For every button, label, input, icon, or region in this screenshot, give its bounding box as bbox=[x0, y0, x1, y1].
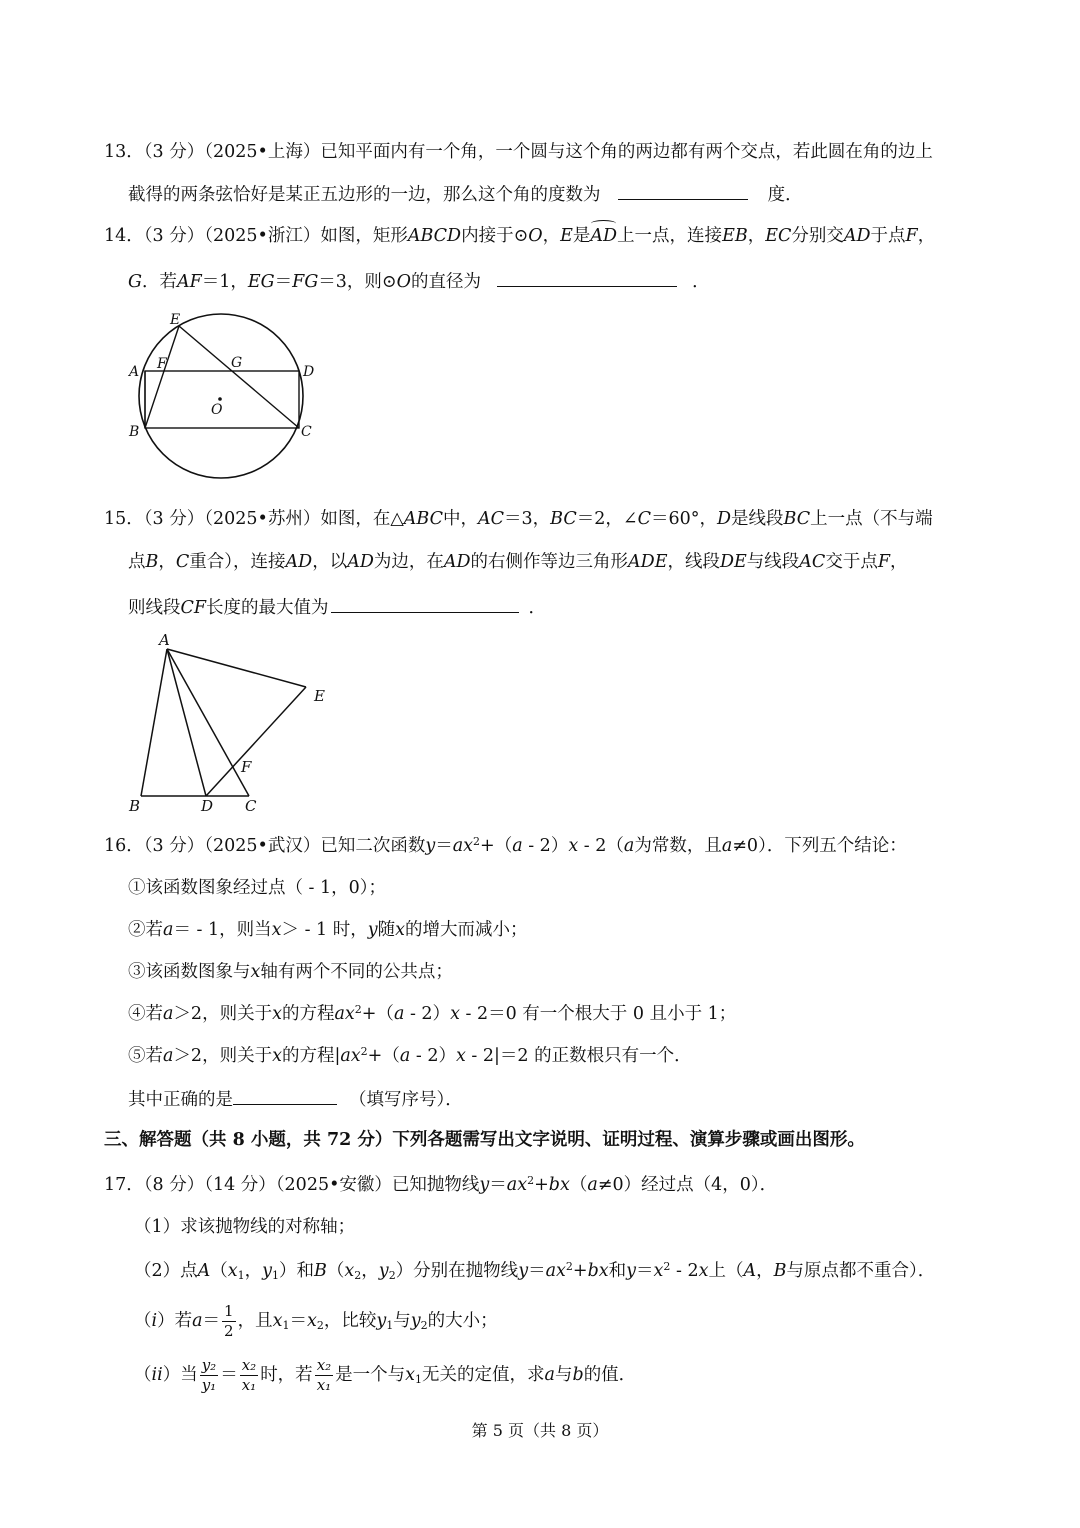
label-g: G bbox=[231, 355, 243, 371]
q13-line2 bbox=[128, 181, 803, 207]
q16-conclusion-3: ③该函数图象与x轴有两个不同的公共点； bbox=[128, 962, 453, 982]
q15-answer-blank[interactable] bbox=[331, 594, 519, 613]
q17-part-i: （i）若a＝ $\frac{1}{2}$ ，且$x_1=x_2$，比较$y_1$与$y_2$的大小； bbox=[134, 1302, 498, 1340]
q16-conclusion-4: ④若a＞2，则关于x的方程$ax^2+(a - 2)x - 2=0$ 有一个根大于 0 且小于 1； bbox=[128, 1003, 737, 1024]
q13-answer-blank[interactable] bbox=[618, 181, 748, 200]
label-c: C bbox=[301, 424, 312, 440]
q13-unit: 度． bbox=[767, 185, 803, 205]
label-b: B bbox=[129, 424, 140, 440]
fraction-one-half: $\frac{1}{2}$ bbox=[224, 1302, 234, 1340]
fraction-x2-over-x1: $\frac{\text{x₂}}{\text{x₁}}$ bbox=[241, 1356, 257, 1394]
segment-ec bbox=[179, 326, 299, 428]
rectangle-abcd bbox=[145, 371, 299, 428]
segment-ab bbox=[141, 649, 167, 796]
q16-line1: 16．（3 分）（2025•武汉）已知二次函数$y=ax^2+(a - 2)x - 2(a$为常数，且a≠0）．下列五个结论： bbox=[104, 835, 907, 856]
q14-line1: 14．（3 分）（2025•浙江）如图，矩形ABCD内接于⊙O，E是AD上一点，连接EB，EC分别交AD于点F， bbox=[104, 226, 936, 246]
fraction-x2-over-x1-b: $\frac{\text{x₂}}{\text{x₁}}$ bbox=[316, 1356, 332, 1394]
label-e: E bbox=[170, 312, 181, 328]
q14-answer-blank[interactable] bbox=[497, 268, 677, 287]
q16-conclusion-2: ②若a＝ - 1，则当x＞ - 1 时，y随x的增大而减小； bbox=[128, 920, 528, 940]
q17-line1: 17．（8 分）（14 分）（2025•安徽）已知抛物线$y=ax^2+bx(a\ne 0)$经过点（4，0）． bbox=[104, 1174, 778, 1195]
label-d: D bbox=[303, 364, 315, 380]
segment-ad bbox=[167, 649, 206, 796]
label-b: B bbox=[129, 797, 141, 815]
segment-ae bbox=[167, 649, 306, 687]
q15-line2: 点B，C重合），连接AD，以AD为边，在AD的右侧作等边三角形ADE，线段DE与线段AC交于点F， bbox=[128, 552, 908, 572]
q14-line2: G．若AF＝1，EG＝FG＝3，则⊙O的直径为 ． bbox=[128, 268, 710, 294]
q15-line1: 15．（3 分）（2025•苏州）如图，在△ABC中，AC＝3，BC＝2，∠C＝60°，D是线段BC上一点（不与端 bbox=[104, 509, 933, 529]
q15-line3: 则线段CF长度的最大值为 ． bbox=[128, 594, 546, 620]
q17-part-2: （2）点$A(x_1$，$y_1$）和$B(x_2$，$y_2$）分别在抛物线$y=ax^2+bx$和$y=x^2 - 2x$上（A，B与原点都不重合）． bbox=[134, 1260, 936, 1282]
label-o: O bbox=[211, 402, 223, 418]
q13-line1: 13．（3 分）（2025•上海）已知平面内有一个角，一个圆与这个角的两边都有两个交点，若此圆在角的边上 bbox=[104, 142, 933, 162]
fraction-y2-over-y1: $\frac{\text{y₂}}{\text{y₁}}$ bbox=[201, 1356, 217, 1394]
segment-ac bbox=[167, 649, 249, 796]
q16-answer-line: 其中正确的是 （填写序号）． bbox=[128, 1086, 463, 1112]
q17-part-1: （1）求该抛物线的对称轴； bbox=[134, 1217, 356, 1237]
q16-conclusion-5: ⑤若a＞2，则关于x的方程$|ax^2+(a - 2)x - 2|=2$ 的正数根只有一个． bbox=[128, 1045, 692, 1066]
q16-conclusion-1: ①该函数图象经过点（ - 1，0）； bbox=[128, 878, 387, 898]
q17-part-ii: （ii）当 $\frac{\text{y₂}}{\text{y₁}}$ ＝ $\frac{\text{x₂}}{\text{x₁}}$ 时，若 $\frac{\text{x₂}}{\text{x₁}}$ 是一个与$x_1$无关的定值，求a与b的值． bbox=[134, 1356, 637, 1394]
page-footer: 第 5 页（共 8 页） bbox=[471, 1421, 609, 1440]
segment-eb bbox=[145, 326, 179, 428]
label-d: D bbox=[201, 797, 214, 815]
label-a: A bbox=[159, 631, 170, 649]
circle-o bbox=[139, 314, 303, 478]
section-3-heading: 三、解答题（共 8 小题，共 72 分）下列各题需写出文字说明、证明过程、演算步骤或画出图形。 bbox=[104, 1130, 865, 1150]
q16-answer-blank[interactable] bbox=[233, 1086, 337, 1105]
q13-text: 截得的两条弦恰好是某正五边形的一边，那么这个角的度数为 bbox=[128, 185, 601, 205]
q14-figure bbox=[120, 306, 320, 486]
segment-de bbox=[206, 687, 306, 796]
label-a: A bbox=[129, 364, 140, 380]
label-f: F bbox=[157, 356, 167, 372]
center-point bbox=[218, 397, 222, 401]
label-e: E bbox=[314, 687, 325, 705]
label-c: C bbox=[245, 797, 257, 815]
label-f: F bbox=[241, 758, 252, 776]
q15-figure bbox=[120, 630, 340, 820]
